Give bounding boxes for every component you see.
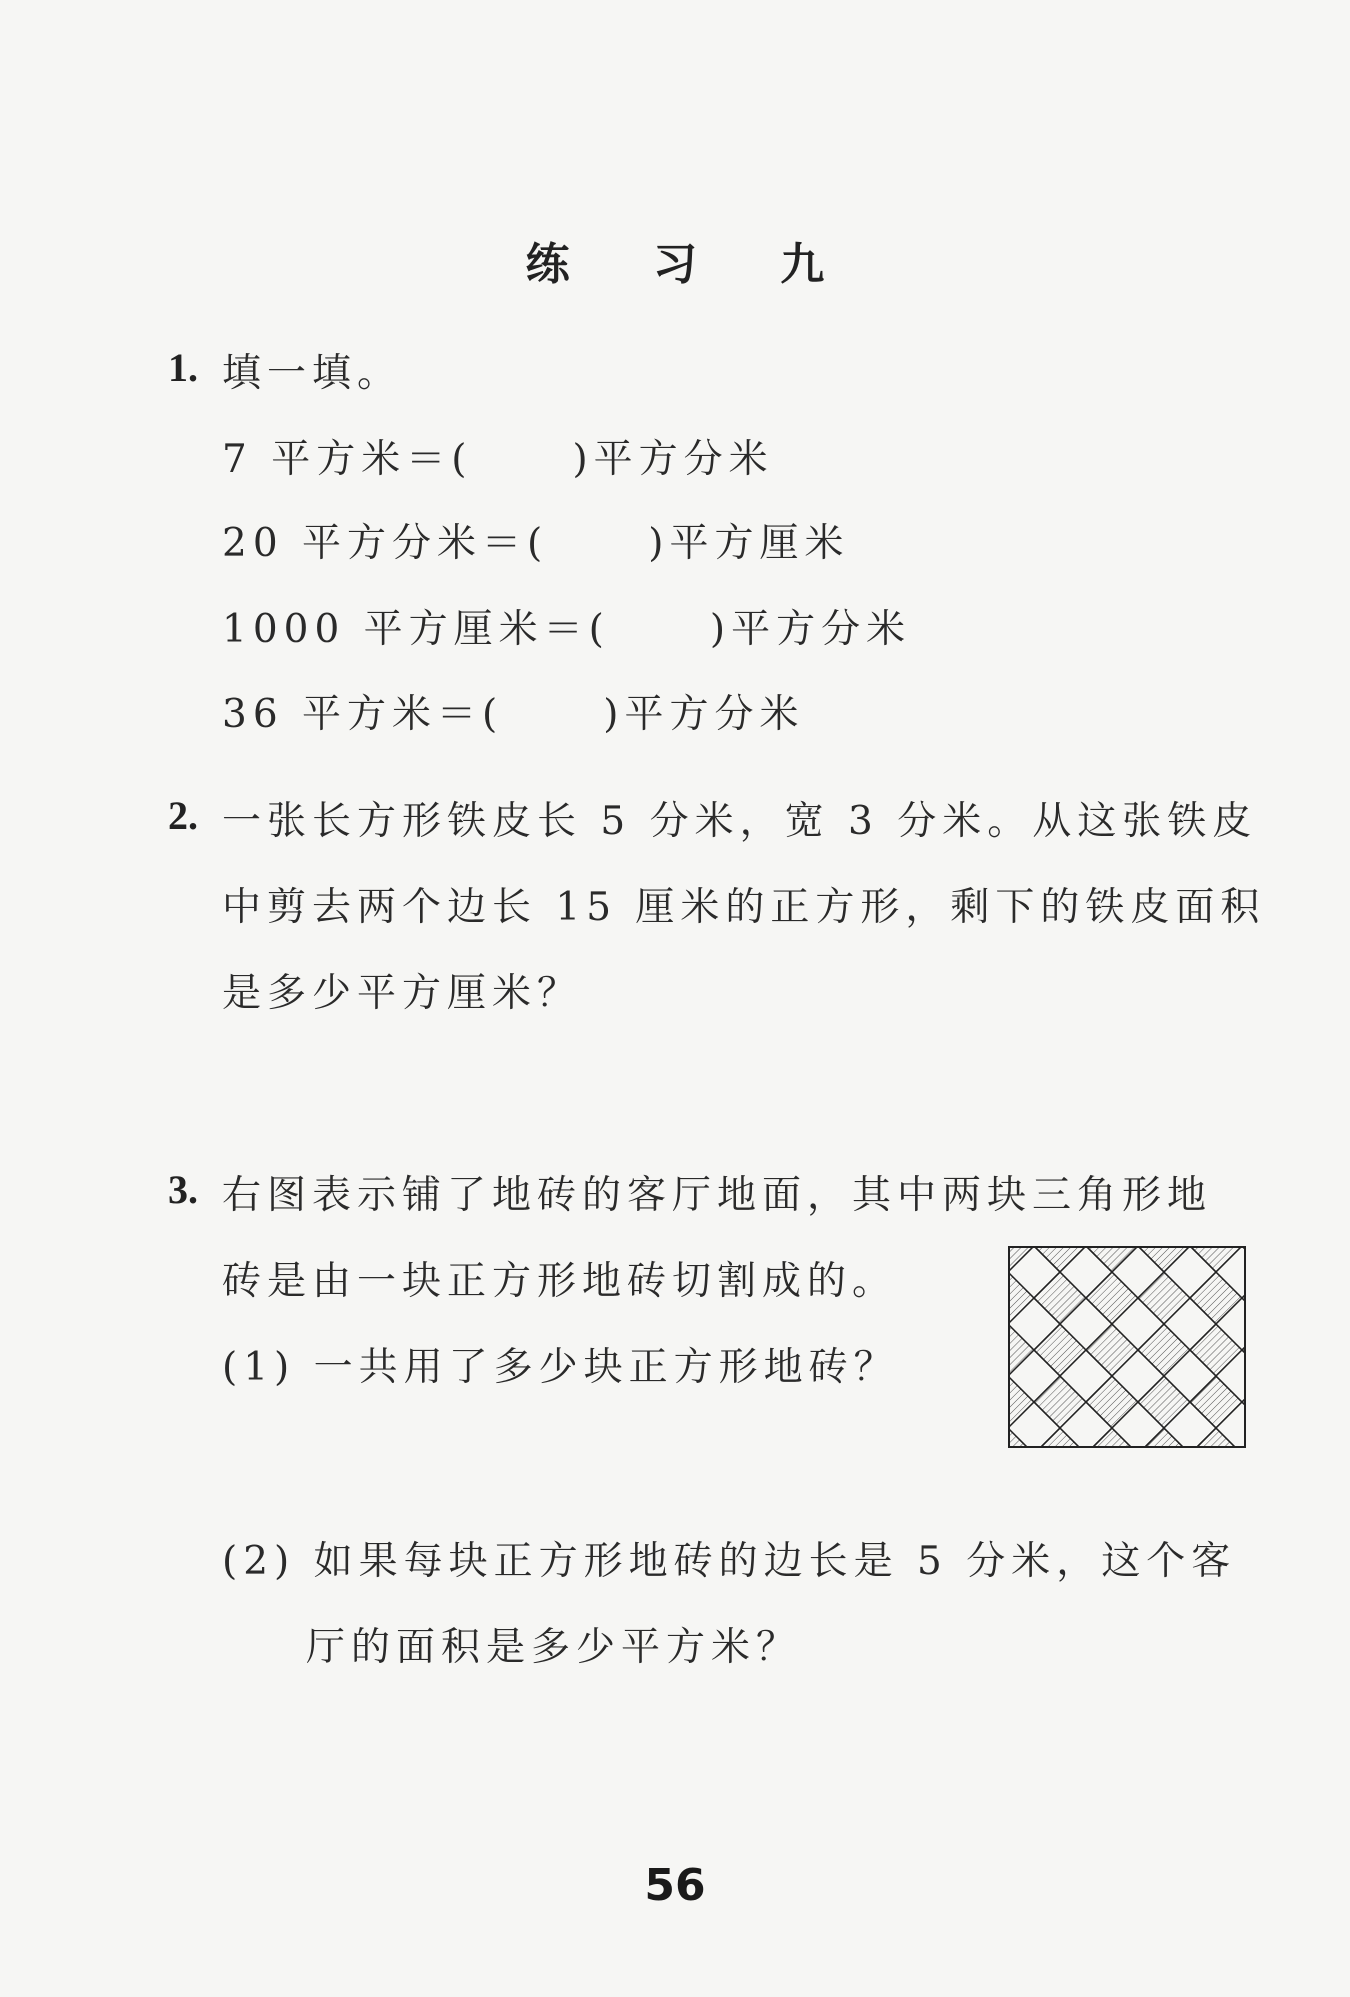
q1-item-3 (222, 598, 911, 654)
q3-line-2: 砖是由一块正方形地砖切割成的。 (222, 1259, 898, 1304)
q1-item-2-left: 20 平方分米＝( (222, 521, 549, 566)
q1-item-3-left: 1000 平方厘米＝( (222, 607, 610, 652)
q1-item-4-left: 36 平方米＝( (222, 692, 504, 737)
q2-number: 2. (168, 793, 198, 838)
q3-sub1: (1) 一共用了多少块正方形地砖？ (222, 1345, 899, 1390)
q1-item-1 (222, 428, 774, 484)
q1-prompt: 填一填。 (222, 351, 403, 396)
q1-item-4-right: )平方分米 (603, 692, 805, 737)
q1-item-1-right: )平方分米 (572, 437, 774, 482)
q2-line-2: 中剪去两个边长 15 厘米的正方形，剩下的铁皮面积 (222, 885, 1266, 930)
q1-item-1-left: 7 平方米＝( (222, 437, 473, 482)
page-number: 56 (644, 1860, 706, 1911)
q2-line-3: 是多少平方厘米？ (222, 971, 583, 1016)
tile-floor-diagram (1008, 1246, 1246, 1448)
q1-item-2-right: )平方厘米 (648, 521, 850, 566)
tile-floor-figure (1008, 1246, 1246, 1452)
q3-sub2-line-2: 厅的面积是多少平方米？ (306, 1625, 802, 1670)
q1-item-4 (222, 683, 804, 739)
q1-item-2 (222, 512, 849, 568)
q2-line-1: 一张长方形铁皮长 5 分米，宽 3 分米。从这张铁皮 (222, 799, 1258, 844)
page-title: 练 习 九 (525, 239, 859, 290)
q1-item-3-right: )平方分米 (709, 607, 912, 652)
q3-number: 3. (168, 1167, 198, 1212)
q3-sub2-line-1: (2) 如果每块正方形地砖的边长是 5 分米，这个客 (222, 1539, 1237, 1584)
q1-number: 1. (168, 345, 198, 390)
q3-line-1: 右图表示铺了地砖的客厅地面，其中两块三角形地 (222, 1173, 1213, 1218)
